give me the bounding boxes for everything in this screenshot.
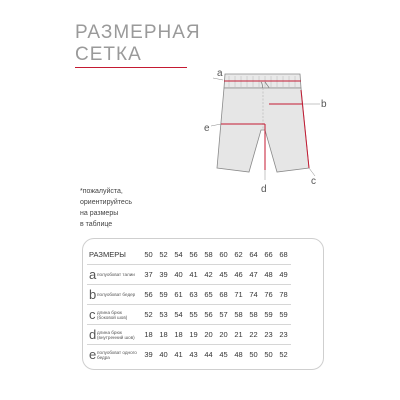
- row-description: длина брюк (внутренний шов): [97, 329, 135, 340]
- cell-value: 53: [156, 305, 171, 325]
- cell-value: 50: [249, 350, 258, 359]
- cell-value: 37: [141, 265, 156, 285]
- size-table: [87, 245, 291, 364]
- row-label-wrap: [89, 328, 141, 341]
- row-description: длина брюк (боковой шов): [97, 309, 128, 320]
- cell-value: 18: [156, 325, 171, 345]
- page-title: [75, 22, 201, 66]
- shorts-diagram: [195, 60, 335, 200]
- cell-value: 49: [276, 265, 291, 285]
- cell-value: 59: [156, 285, 171, 305]
- table-row: [87, 305, 291, 325]
- row-label-b: [87, 285, 141, 305]
- cell-value: 52: [141, 305, 156, 325]
- label-d: d: [261, 184, 267, 195]
- row-label-wrap: [89, 348, 141, 361]
- cell-value: 45: [219, 350, 228, 359]
- table-row: [87, 325, 291, 345]
- cell-value: 74: [246, 285, 261, 305]
- cell-value: 20: [201, 325, 216, 345]
- cell-value: 40: [159, 350, 168, 359]
- table-row: [87, 345, 291, 365]
- cell-value: 23: [261, 325, 276, 345]
- title-line-1: РАЗМЕРНАЯ: [75, 22, 201, 43]
- cell-value: 48: [234, 350, 243, 359]
- size-table-card: [82, 238, 324, 370]
- note-text: [80, 186, 190, 230]
- cell-value: 59: [276, 305, 291, 325]
- cell-value: 55: [186, 305, 201, 325]
- size-header-54: 54: [171, 245, 186, 265]
- row-description: полуобхват бедер: [97, 292, 136, 297]
- cell-value: 18: [141, 325, 156, 345]
- cell-value: 21: [231, 325, 246, 345]
- leader-c: [309, 168, 315, 176]
- cell-value: 18: [171, 325, 186, 345]
- size-header-50: 50: [141, 245, 156, 265]
- cell-value: 56: [141, 285, 156, 305]
- size-header-68: 68: [276, 245, 291, 265]
- sizes-header-label: РАЗМЕРЫ: [87, 245, 141, 265]
- cell-value: 58: [231, 305, 246, 325]
- row-letter: c: [89, 307, 96, 322]
- cell-value: 58: [246, 305, 261, 325]
- note-line-1: *пожалуйста,: [80, 188, 123, 195]
- table-row: [87, 265, 291, 285]
- label-e: e: [204, 123, 210, 134]
- label-a: a: [217, 68, 223, 79]
- row-letter: e: [89, 347, 97, 362]
- cell-value: 45: [216, 265, 231, 285]
- cell-value: 46: [231, 265, 246, 285]
- size-header-60: 60: [216, 245, 231, 265]
- cell-value: 71: [231, 285, 246, 305]
- cell-value: 54: [171, 305, 186, 325]
- row-label-e: [87, 345, 141, 365]
- cell-value: 59: [261, 305, 276, 325]
- row-label-wrap: [89, 288, 141, 301]
- label-b: b: [321, 99, 327, 110]
- title-line-2: СЕТКА: [75, 44, 142, 65]
- cell-value: 52: [279, 350, 288, 359]
- cell-value: 68: [216, 285, 231, 305]
- size-header-58: 58: [201, 245, 216, 265]
- leader-e: [211, 124, 221, 126]
- row-description: полуобхват талии: [97, 272, 135, 277]
- row-label-d: [87, 325, 141, 345]
- cell-value: 39: [156, 265, 171, 285]
- cell-value: 44: [204, 350, 213, 359]
- label-c: c: [311, 176, 316, 187]
- row-letter: d: [89, 327, 97, 342]
- cell-value: 41: [186, 265, 201, 285]
- size-header-56: 56: [186, 245, 201, 265]
- cell-value: 41: [174, 350, 183, 359]
- row-letter: b: [89, 287, 97, 302]
- size-header-66: 66: [261, 245, 276, 265]
- size-header-52: 52: [156, 245, 171, 265]
- cell-value: 22: [246, 325, 261, 345]
- cell-value: 61: [171, 285, 186, 305]
- table-row: [87, 285, 291, 305]
- note-line-3: на размеры: [80, 210, 119, 217]
- cell-value: 57: [216, 305, 231, 325]
- row-label-wrap: [89, 268, 141, 281]
- table-header-row: [87, 245, 291, 265]
- note-line-4: в таблице: [80, 221, 113, 228]
- title-underline: [75, 67, 187, 68]
- cell-value: 50: [264, 350, 273, 359]
- row-label-c: [87, 305, 141, 325]
- table-body: [87, 265, 291, 365]
- cell-value: 56: [201, 305, 216, 325]
- cell-value: 65: [201, 285, 216, 305]
- cell-value: 47: [246, 265, 261, 285]
- cell-value: 39: [144, 350, 153, 359]
- size-header-64: 64: [246, 245, 261, 265]
- cell-value: 42: [201, 265, 216, 285]
- cell-value: 23: [276, 325, 291, 345]
- cell-value: 78: [276, 285, 291, 305]
- row-label-wrap: [89, 308, 141, 321]
- cell-value: 19: [186, 325, 201, 345]
- cell-value: 76: [261, 285, 276, 305]
- cell-value: 40: [171, 265, 186, 285]
- cell-value: 43: [189, 350, 198, 359]
- note-line-2: ориентируйтесь: [80, 199, 132, 206]
- row-letter: a: [89, 267, 97, 282]
- row-label-a: [87, 265, 141, 285]
- cell-value: 63: [186, 285, 201, 305]
- size-header-62: 62: [231, 245, 246, 265]
- row-description: полуобхват одного бедра: [97, 349, 137, 360]
- cell-value: 48: [261, 265, 276, 285]
- cell-value: 20: [216, 325, 231, 345]
